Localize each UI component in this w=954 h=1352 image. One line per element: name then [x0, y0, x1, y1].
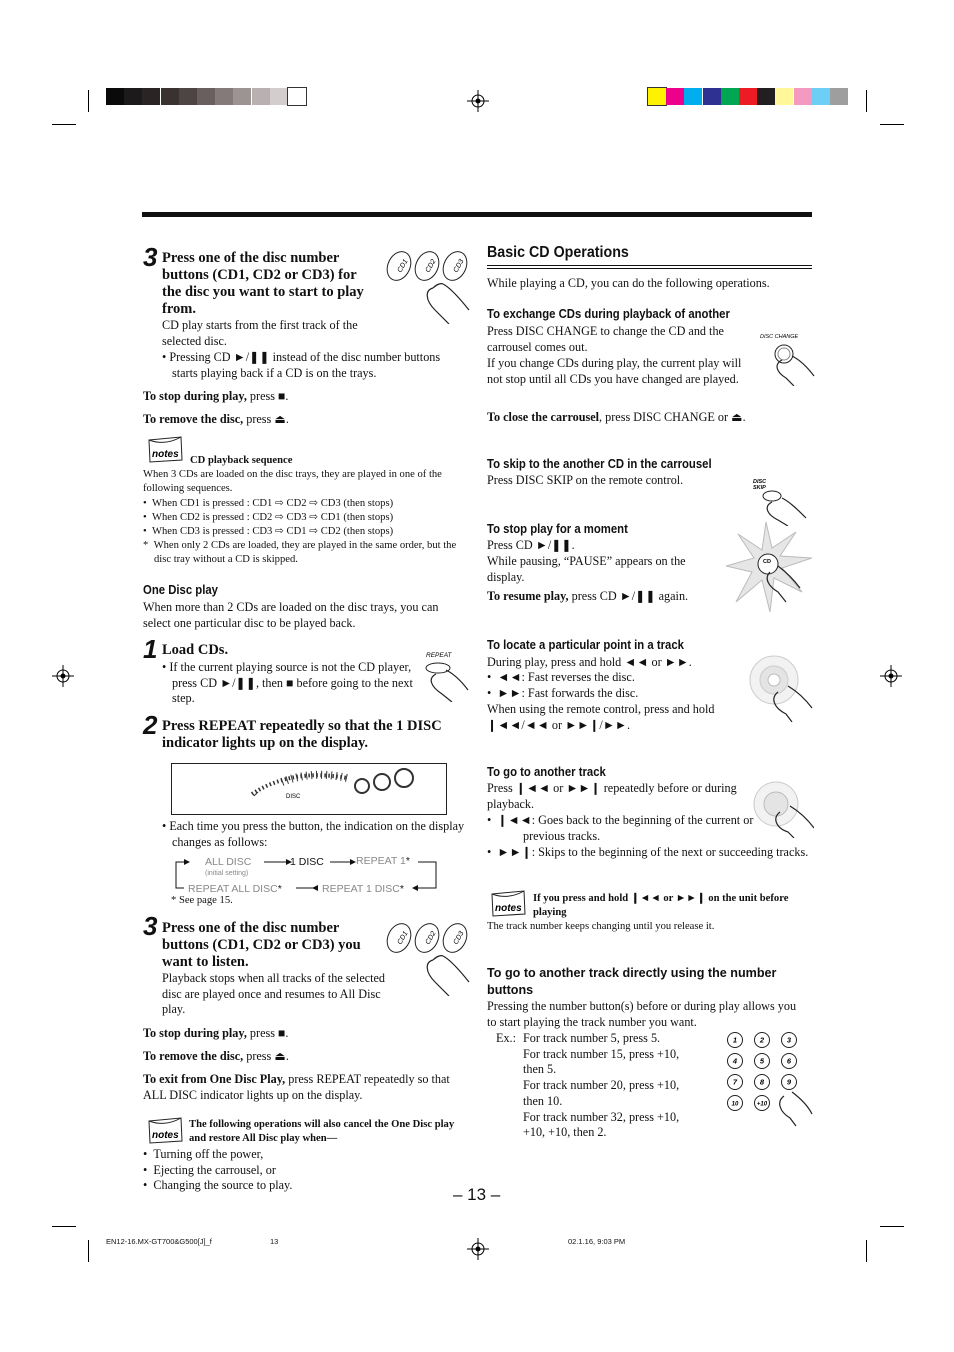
color-swatch: [812, 88, 830, 105]
color-swatch: [757, 88, 775, 105]
notes-title: If you press and hold ❙◄◄ or ►►❙ on the unit before playing: [533, 893, 789, 918]
list-item: For track number 32, press +10, +10, +10, then 2.: [523, 1109, 680, 1140]
repeat-button-hand-icon: [418, 648, 470, 702]
color-swatch: [775, 88, 793, 105]
notes-icon: [145, 1115, 185, 1145]
crop-mark: [880, 1226, 904, 1227]
crop-mark: [880, 124, 904, 125]
keypad-key-label: 7: [732, 1077, 738, 1087]
color-swatch: [721, 88, 739, 105]
crop-mark: [52, 1226, 76, 1227]
crop-mark: [866, 1240, 867, 1262]
list-item: For track number 5, press 5.: [523, 1031, 661, 1045]
footer-date: 02.1.16, 9:03 PM: [568, 1237, 626, 1246]
crop-mark: [88, 1240, 89, 1262]
flow-initial-setting: (initial setting): [205, 870, 249, 877]
section-text: When using the remote control, press and hold ❙◄◄/◄◄ or ►►❙/►►.: [487, 702, 715, 732]
step-number: 1: [143, 634, 158, 664]
section-text: Press DISC SKIP on the remote control.: [487, 473, 684, 487]
section-text: During play, press and hold ◄◄ or ►►.: [487, 655, 692, 669]
keypad-key-label: 6: [786, 1056, 792, 1066]
svg-text:DISC CHANGE: DISC CHANGE: [760, 334, 799, 340]
list-item: • Turning off the power,: [143, 1147, 264, 1161]
list-item: • ◄◄: Fast reverses the disc.: [487, 670, 635, 684]
keypad-key-label: 4: [732, 1056, 738, 1066]
section-title: Basic CD Operations: [487, 244, 629, 261]
title-underline: [487, 268, 812, 269]
crop-mark: [88, 90, 89, 112]
flow-footnote: * See page 15.: [171, 895, 233, 906]
registration-mark-icon: [467, 90, 489, 112]
svg-text:CD1: CD1: [396, 258, 410, 274]
section-heading: One Disc play: [143, 583, 218, 597]
flow-repeat-all-disc: REPEAT ALL DISC*: [188, 883, 282, 895]
svg-text:REPEAT: REPEAT: [426, 652, 452, 659]
to-remove-disc: To remove the disc, press ⏏.: [143, 412, 289, 426]
step-description: CD play starts from the first track of the selected disc.: [162, 318, 358, 348]
flow-repeat-1: REPEAT 1*: [356, 855, 410, 867]
section-heading: To stop play for a moment: [487, 522, 628, 536]
flow-one-disc: 1 DISC: [290, 856, 324, 868]
notes-text: The track number keeps changing until you release it.: [487, 921, 715, 932]
section-heading: To go to another track: [487, 765, 606, 779]
to-close-carrousel: To close the carrousel, press DISC CHANGE or ⏏.: [487, 410, 746, 424]
color-swatch: [142, 88, 160, 105]
step-bullet: • Pressing CD ►/❚❚ instead of the disc number buttons starts playing back if a CD is on the trays.: [162, 350, 441, 380]
section-heading: To locate a particular point in a track: [487, 638, 684, 652]
section-text: While pausing, “PAUSE” appears on the display.: [487, 554, 686, 584]
color-swatch: [739, 88, 757, 105]
color-swatch: [179, 88, 197, 105]
section-intro: While playing a CD, you can do the following operations.: [487, 276, 770, 290]
section-heading: To skip to the another CD in the carrousel: [487, 457, 712, 471]
svg-text:CD1: CD1: [396, 930, 410, 946]
registration-mark-icon: [880, 665, 902, 687]
color-swatch: [270, 88, 288, 105]
svg-text:CD3: CD3: [452, 930, 466, 946]
color-swatch: [684, 88, 702, 105]
top-rule: [142, 212, 812, 217]
list-item: • When CD3 is pressed : CD3 ⇨ CD1 ⇨ CD2 (then stops): [143, 526, 394, 537]
notes-icon: [488, 888, 528, 918]
svg-text:CD3: CD3: [452, 258, 466, 274]
svg-text:notes: notes: [152, 1130, 179, 1141]
keypad-key-label: 1: [732, 1035, 738, 1045]
to-stop-during-play: To stop during play, press ■.: [143, 389, 289, 403]
svg-text:SKIP: SKIP: [753, 485, 766, 491]
svg-text:DISC: DISC: [753, 479, 767, 485]
svg-text:CD2: CD2: [424, 258, 438, 274]
section-text: If you change CDs during play, the current play will not stop until all CDs you have changed are played.: [487, 356, 742, 386]
step-description: Playback stops when all tracks of the selected disc are played once and resumes to All Disc play.: [162, 971, 386, 1017]
display-panel: [171, 763, 447, 815]
keypad-key-label: 8: [759, 1077, 765, 1087]
notes-title: The following operations will also cancel the One Disc play and restore All Disc play when—: [189, 1119, 455, 1144]
notes-title: CD playback sequence: [190, 455, 293, 466]
disc-change-button-hand-icon: [758, 330, 816, 386]
color-swatch: [233, 88, 251, 105]
cd-buttons-hand-icon: [385, 244, 471, 324]
list-item: • Ejecting the carrousel, or: [143, 1162, 276, 1177]
example-label: Ex.:: [496, 1031, 516, 1045]
notes-list: [143, 1147, 292, 1194]
jog-dial-hand-icon: [748, 652, 814, 722]
to-remove-disc: To remove the disc, press ⏏.: [143, 1049, 289, 1063]
cd-buttons-hand-icon: [385, 916, 471, 996]
skip-dial-hand-icon: [752, 778, 814, 838]
notes-icon: [145, 434, 185, 464]
section-text: When more than 2 CDs are loaded on the disc trays, you can select one particular disc to be played back.: [143, 600, 439, 630]
page-number: – 13 –: [453, 1185, 501, 1204]
section-text: Press DISC CHANGE to change the CD and the carrousel comes out.: [487, 324, 724, 354]
list-item: • When CD2 is pressed : CD2 ⇨ CD3 ⇨ CD1 (then stops): [143, 512, 394, 523]
svg-text:CD2: CD2: [424, 930, 438, 946]
section-heading: To go to another track directly using the number buttons: [487, 966, 777, 997]
step-bullet: • Each time you press the button, the indication on the display changes as follows:: [162, 819, 465, 849]
step-title: Press REPEAT repeatedly so that the 1 DISC indicator lights up on the display.: [162, 718, 442, 751]
svg-text:DISC: DISC: [286, 794, 301, 800]
list-item: For track number 15, press +10, then 5.: [523, 1046, 680, 1077]
list-item: * When only 2 CDs are loaded, they are played in the same order, but the disc tray without a CD is skipped.: [143, 540, 457, 565]
list-item: • ❙◄◄: Goes back to the beginning of the current or previous tracks.: [487, 813, 754, 843]
color-swatch: [794, 88, 812, 105]
color-swatch: [648, 88, 666, 105]
svg-text:notes: notes: [152, 449, 179, 460]
section-text: Press ❙◄◄ or ►►❙ repeatedly before or during playback.: [487, 781, 737, 811]
flow-all-disc: ALL DISC: [205, 856, 252, 868]
list-item: • Changing the source to play.: [143, 1178, 293, 1193]
svg-text:notes: notes: [495, 903, 522, 914]
step-title: Press one of the disc number buttons (CD1, CD2 or CD3) for the disc you want to start to play from.: [162, 250, 364, 317]
section-text: Pressing the number button(s) before or during play allows you to start playing the track number you want.: [487, 999, 797, 1029]
notes-list: [143, 497, 463, 567]
disc-skip-button-hand-icon: [750, 476, 812, 526]
number-keypad-hand-icon: [724, 1030, 814, 1130]
crop-mark: [866, 90, 867, 112]
to-resume-play: To resume play, press CD ►/❚❚ again.: [487, 589, 689, 603]
color-swatch: [830, 88, 848, 105]
section-text: Press CD ►/❚❚.: [487, 538, 575, 552]
color-swatch: [288, 88, 306, 105]
color-swatch: [703, 88, 721, 105]
example-list: [523, 1031, 703, 1141]
crop-mark: [52, 124, 76, 125]
notes-text: When 3 CDs are loaded on the disc trays, they are played in one of the following sequences.: [143, 469, 442, 494]
step-number: 3: [143, 242, 158, 272]
footer-page: 13: [270, 1237, 279, 1246]
color-swatch: [124, 88, 142, 105]
list-item: • ►►: Fast forwards the disc.: [487, 686, 639, 700]
color-swatch: [666, 88, 684, 105]
keypad-key-label: 3: [786, 1035, 792, 1045]
keypad-key-label: +10: [756, 1101, 768, 1108]
color-swatch: [161, 88, 179, 105]
color-swatch: [106, 88, 124, 105]
flow-repeat-1-disc: REPEAT 1 DISC*: [322, 883, 404, 895]
to-exit-one-disc-play: To exit from One Disc Play, press REPEAT repeatedly so that ALL DISC indicator lights up on the display.: [143, 1072, 450, 1102]
keypad-key-label: 10: [731, 1101, 739, 1108]
registration-mark-icon: [52, 665, 74, 687]
play-pause-button-flash-icon: [726, 522, 812, 612]
to-stop-during-play: To stop during play, press ■.: [143, 1026, 289, 1040]
color-swatch: [215, 88, 233, 105]
title-underline: [487, 265, 812, 266]
step-title: Load CDs.: [162, 642, 229, 658]
color-swatch: [197, 88, 215, 105]
list-item: • ►►❙: Skips to the beginning of the next or succeeding tracks.: [487, 845, 809, 859]
keypad-key-label: 2: [759, 1035, 765, 1045]
display-indicator-icon: [172, 764, 446, 814]
list-item: For track number 20, press +10, then 10.: [523, 1078, 680, 1108]
step-title: Press one of the disc number buttons (CD1, CD2 or CD3) you want to listen.: [162, 920, 361, 970]
svg-text:CD: CD: [763, 559, 771, 565]
footer-filename: EN12-16.MX-GT700&G500[J]_f: [106, 1237, 212, 1246]
color-swatch: [252, 88, 270, 105]
step-bullet: • If the current playing source is not the CD player, press CD ►/❚❚, then ■ before going to the next step.: [162, 660, 413, 706]
step-number: 3: [143, 911, 158, 941]
keypad-key-label: 5: [759, 1056, 765, 1066]
keypad-key-label: 9: [786, 1077, 792, 1087]
list-item: • When CD1 is pressed : CD1 ⇨ CD2 ⇨ CD3 (then stops): [143, 498, 394, 509]
section-heading: To exchange CDs during playback of another: [487, 307, 730, 321]
registration-mark-icon: [467, 1238, 489, 1260]
step-number: 2: [143, 710, 158, 740]
